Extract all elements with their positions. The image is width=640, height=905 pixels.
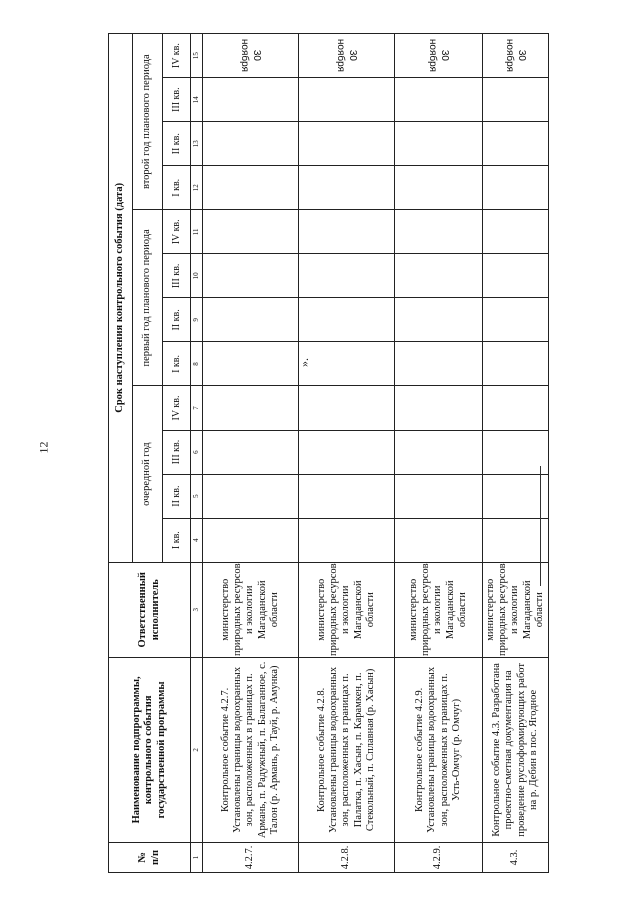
closing-line <box>540 466 541 586</box>
header-quarter: II кв. <box>163 474 191 518</box>
row-name: Контрольное событие 4.2.7. Установлены границы водоохранных зон, расположенных в границах п. Армань, п. Радужный, п. Балаганное, с. Талон (р. Армань, р. Тауй, р. Амунка) <box>203 657 299 842</box>
row-date <box>203 34 299 78</box>
header-first-plan-year: первый год планового периода <box>133 210 163 386</box>
row-date-text: 30 ноября <box>427 39 450 73</box>
row-date-text: 30 ноября <box>239 39 262 73</box>
column-number: 15 <box>191 34 203 78</box>
page-number: 12 <box>36 441 51 454</box>
row-date <box>299 34 395 78</box>
column-number: 9 <box>191 298 203 342</box>
row-date-text: 30 ноября <box>335 39 358 73</box>
row-date <box>483 34 549 78</box>
header-quarter: IV кв. <box>163 386 191 430</box>
row-name: Контрольное событие 4.3. Разработана проектно-сметная документация на проведение руслоформирующих работ на р. Дебин в пос. Ягодное <box>483 657 549 842</box>
table-row <box>299 34 395 873</box>
row-responsible: министерство природных ресурсов и экологии Магаданской области <box>203 562 299 657</box>
events-table-rotated <box>108 33 548 873</box>
header-quarter: II кв. <box>163 298 191 342</box>
header-quarter: II кв. <box>163 122 191 166</box>
header-responsible: Ответственный исполнитель <box>109 562 191 657</box>
row-name: Контрольное событие 4.2.9. Установлены границы водоохранных зон, расположенных в границах п. Усть-Омчуг (р. Омчуг) <box>395 657 483 842</box>
header-num: № п/п <box>109 842 191 872</box>
column-number: 11 <box>191 210 203 254</box>
column-number: 12 <box>191 166 203 210</box>
column-number: 1 <box>191 842 203 872</box>
header-current-year: очередной год <box>133 386 163 562</box>
control-events-table <box>108 33 549 873</box>
column-number: 7 <box>191 386 203 430</box>
row-date-text: 30 ноября <box>504 39 527 73</box>
row-num: 4.3. <box>483 842 549 872</box>
column-number: 8 <box>191 342 203 386</box>
header-quarter: IV кв. <box>163 34 191 78</box>
header-name: Наименование подпрограммы, контрольного события государственной программы <box>109 657 191 842</box>
table-row <box>203 34 299 873</box>
column-number: 4 <box>191 518 203 562</box>
header-quarter: I кв. <box>163 342 191 386</box>
header-quarter: I кв. <box>163 166 191 210</box>
header-date-group: Срок наступления контрольного события (дата) <box>109 34 133 563</box>
closing-quote: ». <box>297 358 311 367</box>
column-number: 10 <box>191 254 203 298</box>
column-number: 5 <box>191 474 203 518</box>
column-number: 14 <box>191 78 203 122</box>
column-number: 2 <box>191 657 203 842</box>
table-row <box>395 34 483 873</box>
row-responsible: министерство природных ресурсов и экологии Магаданской области <box>483 562 549 657</box>
column-number: 6 <box>191 430 203 474</box>
table-row <box>483 34 549 873</box>
header-quarter: III кв. <box>163 78 191 122</box>
column-number: 3 <box>191 562 203 657</box>
row-num: 4.2.7. <box>203 842 299 872</box>
row-num: 4.2.8. <box>299 842 395 872</box>
row-responsible: министерство природных ресурсов и экологии Магаданской области <box>395 562 483 657</box>
header-quarter: IV кв. <box>163 210 191 254</box>
row-name: Контрольное событие 4.2.8. Установлены границы водоохранных зон, расположенных в границах п. Палатка, п. Хасын, п. Карамкен, п. Стекольный, п. Сплавная (р. Хасын) <box>299 657 395 842</box>
header-quarter: III кв. <box>163 254 191 298</box>
row-responsible: министерство природных ресурсов и экологии Магаданской области <box>299 562 395 657</box>
row-num: 4.2.9. <box>395 842 483 872</box>
column-number: 13 <box>191 122 203 166</box>
header-second-plan-year: второй год планового периода <box>133 34 163 210</box>
header-quarter: III кв. <box>163 430 191 474</box>
row-date <box>395 34 483 78</box>
header-quarter: I кв. <box>163 518 191 562</box>
